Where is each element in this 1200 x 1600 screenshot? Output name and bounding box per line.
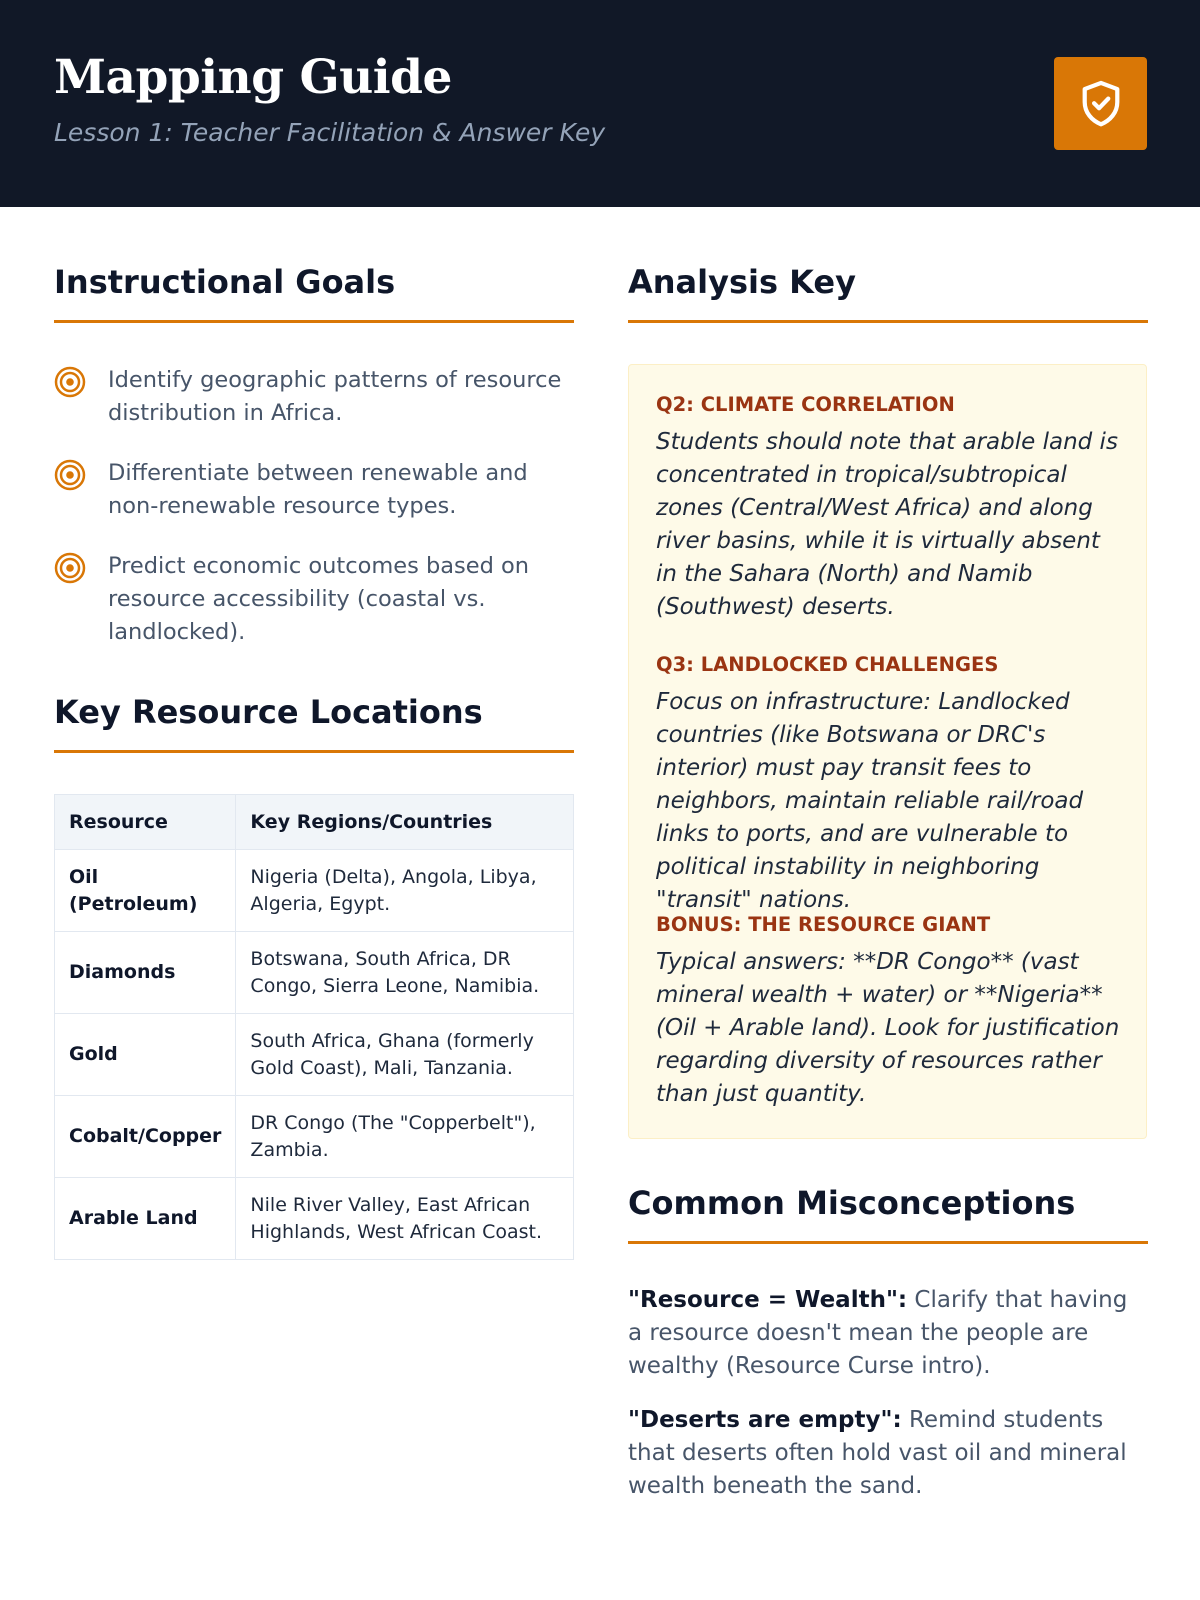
misconception-term: "Deserts are empty":: [628, 1407, 902, 1433]
misconception-text: Clarify that having a resource doesn't mean the people are wealthy (Resource Curse intro).: [628, 1287, 1128, 1379]
key-resource-locations-heading: Key Resource Locations: [54, 693, 483, 731]
goal-text: Identify geographic patterns of resource distribution in Africa.: [108, 367, 562, 426]
analysis-question-label: Q2: CLIMATE CORRELATION: [656, 393, 955, 416]
resource-name: Oil (Petroleum): [55, 850, 236, 932]
analysis-key-heading: Analysis Key: [628, 263, 856, 301]
table-row: [55, 850, 574, 932]
resource-name: Diamonds: [55, 932, 236, 1014]
instructional-goals-heading: Instructional Goals: [54, 263, 396, 301]
resource-name: Gold: [55, 1014, 236, 1096]
analysis-question-label: BONUS: THE RESOURCE GIANT: [656, 913, 991, 936]
resource-regions: Botswana, South Africa, DR Congo, Sierra Leone, Namibia.: [236, 932, 574, 1014]
section-divider: [54, 750, 574, 753]
resource-name: Arable Land: [55, 1178, 236, 1260]
shield-check-icon: [1078, 79, 1124, 129]
table-row: [55, 932, 574, 1014]
goal-text: Differentiate between renewable and non-renewable resource types.: [108, 460, 528, 519]
resource-regions: South Africa, Ghana (formerly Gold Coast), Mali, Tanzania.: [236, 1014, 574, 1096]
common-misconceptions-heading: Common Misconceptions: [628, 1184, 1076, 1222]
page-header: [0, 0, 1200, 207]
misconception-item: [628, 1284, 1148, 1383]
target-icon: [54, 366, 86, 398]
table-row: [55, 1178, 574, 1260]
table-header-row: [55, 795, 574, 850]
column-header-resource: Resource: [55, 795, 236, 850]
resource-name: Cobalt/Copper: [55, 1096, 236, 1178]
section-divider: [628, 320, 1148, 323]
analysis-question-label: Q3: LANDLOCKED CHALLENGES: [656, 653, 999, 676]
page-title: Mapping Guide: [54, 50, 452, 105]
section-divider: [628, 1241, 1148, 1244]
analysis-answer-text: Students should note that arable land is concentrated in tropical/subtropical zones (Central/West Africa) and along river basins, while it is virtually absent in the Sahara (North) and Namib (Southwest) deserts.: [656, 429, 1118, 620]
target-icon: [54, 459, 86, 491]
shield-badge: [1054, 57, 1147, 150]
resource-regions: Nile River Valley, East African Highlands, West African Coast.: [236, 1178, 574, 1260]
goal-text: Predict economic outcomes based on resource accessibility (coastal vs. landlocked).: [108, 553, 530, 645]
analysis-answer-text: Focus on infrastructure: Landlocked countries (like Botswana or DRC's interior) must pay transit fees to neighbors, maintain reliable rail/road links to ports, and are vulnerable to political instability in neighboring "transit" nations.: [656, 689, 1084, 913]
table-row: [55, 1096, 574, 1178]
resource-table: [54, 794, 574, 1260]
section-divider: [54, 320, 574, 323]
page-subtitle: Lesson 1: Teacher Facilitation & Answer Key: [54, 118, 606, 147]
resource-regions: Nigeria (Delta), Angola, Libya, Algeria, Egypt.: [236, 850, 574, 932]
misconception-item: [628, 1404, 1148, 1503]
misconception-term: "Resource = Wealth":: [628, 1287, 908, 1313]
misconception-text: Remind students that deserts often hold vast oil and mineral wealth beneath the sand.: [628, 1407, 1127, 1499]
resource-regions: DR Congo (The "Copperbelt"), Zambia.: [236, 1096, 574, 1178]
column-header-regions: Key Regions/Countries: [236, 795, 574, 850]
analysis-answer-text: Typical answers: **DR Congo** (vast mineral wealth + water) or **Nigeria** (Oil + Arable land). Look for justification regarding diversity of resources rather than just quantity.: [656, 949, 1120, 1107]
target-icon: [54, 552, 86, 584]
table-row: [55, 1014, 574, 1096]
